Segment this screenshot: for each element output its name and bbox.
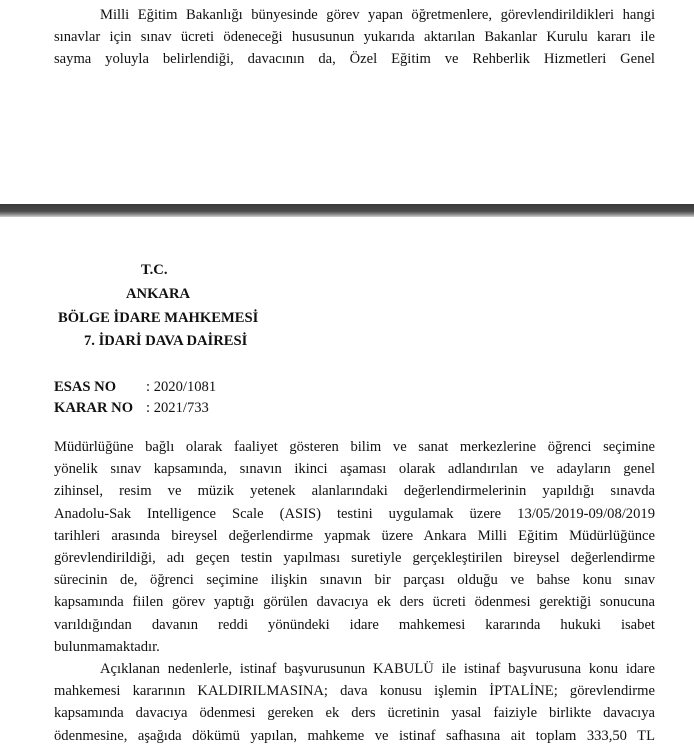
body-paragraph-2 bbox=[54, 658, 655, 747]
header-tc: T.C. bbox=[141, 262, 168, 278]
karar-no-row bbox=[54, 400, 209, 417]
text-line: Müdürlüğüne bağlı olarak faaliyet gösteren bilim ve sanat merkezlerine öğrenci seçimine bbox=[54, 439, 655, 455]
esas-no-label: ESAS NO bbox=[54, 379, 117, 395]
text-line: Açıklanan nedenlerle, istinaf başvurusunun KABULÜ ile istinaf başvurusuna konu idare bbox=[100, 661, 655, 677]
text-line: sınavlar için sınav ücreti ödeneceği hususunun yukarıda aktarılan Bakanlar Kurulu kararı ile bbox=[54, 29, 655, 46]
text-line: Milli Eğitim Bakanlığı bünyesinde görev yapan öğretmenlere, görevlendirildikleri hangi bbox=[100, 7, 655, 23]
text-line: Anadolu-Sak Intelligence Scale (ASIS) testini uygulamak üzere 13/05/2019-09/08/2019 bbox=[54, 505, 655, 522]
header-city: ANKARA bbox=[126, 286, 191, 302]
text-line: görevlendirildiği, adı geçen testin yapılması suretiyle gerçekleştirilen bireysel değerlendirme bbox=[54, 549, 655, 566]
page-separator bbox=[0, 204, 694, 217]
text-line: zihinsel, resim ve müzik yetenek alanlarındaki değerlendirmelerinin yapıldığı sınavda bbox=[54, 483, 655, 500]
text-line: kapsamında davacıya ödenmesi gereken ek ders ücretinin yasal faiziyle birlikte davacıya bbox=[54, 705, 655, 722]
karar-no-label: KARAR NO bbox=[54, 400, 134, 416]
text-line: yönelik sınav kapsamında, sınavın ikinci aşaması olarak adlandırılan ve adayların genel bbox=[54, 461, 655, 478]
text-line: tarihleri arasında bireysel değerlendirme yapmak üzere Ankara Milli Eğitim Müdürlüğünce bbox=[54, 527, 655, 544]
esas-no-row bbox=[54, 379, 216, 396]
text-line: bulunmamaktadır. bbox=[54, 638, 160, 655]
esas-no-value: : 2020/1081 bbox=[146, 379, 217, 395]
text-line: varıldığından davanın reddi yönündeki idare mahkemesi kararında hukuki isabet bbox=[54, 616, 655, 633]
text-line: sayma yoluyla belirlendiği, davacının da, Özel Eğitim ve Rehberlik Hizmetleri Genel bbox=[54, 51, 655, 68]
text-line: kapsamında fiilen görev yaptığı görülen davacıya ek ders ücreti ödenmesi gerektiği sonucuna bbox=[54, 594, 655, 611]
text-line: sürecinin de, öğrenci seçimine ilişkin sınavın bir parçası olduğu ve bahse konu sınav bbox=[54, 572, 655, 589]
header-chamber: 7. İDARİ DAVA DAİRESİ bbox=[84, 333, 248, 349]
top-paragraph bbox=[54, 4, 655, 71]
karar-no-value: : 2021/733 bbox=[146, 400, 209, 416]
text-line: mahkemesi kararının KALDIRILMASINA; dava konusu işlemin İPTALİNE; görevlendirme bbox=[54, 683, 655, 700]
previous-page bbox=[0, 0, 694, 204]
body-paragraph-1 bbox=[54, 436, 655, 658]
header-court: BÖLGE İDARE MAHKEMESİ bbox=[58, 310, 259, 326]
text-line: ödenmesine, aşağıda dökümü yapılan, mahkeme ve istinaf safhasına ait toplam 333,50 TL bbox=[54, 727, 655, 744]
current-page bbox=[0, 217, 694, 744]
